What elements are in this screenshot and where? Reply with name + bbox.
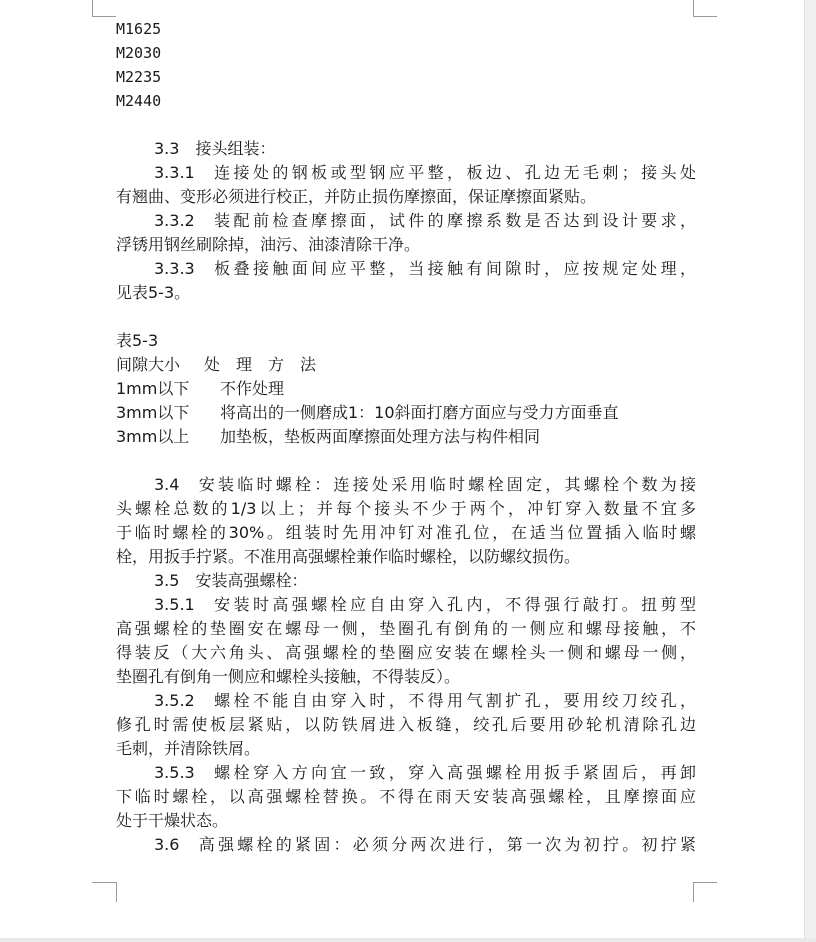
table-cell: 3mm以下: [116, 403, 190, 422]
paragraph-line: 栓，用扳手拧紧。不准用高强螺栓兼作临时螺栓，以防螺纹损伤。: [116, 547, 581, 566]
table-cell: 将高出的一侧磨成1：10斜面打磨方面应与受力方面垂直: [220, 403, 619, 422]
section-number: 3.6: [154, 835, 180, 854]
paragraph-text: 安装临时螺栓：连接处采用临时螺栓固定，其螺栓个数为接: [195, 475, 696, 494]
paragraph-line: 有翘曲、变形必须进行校正，并防止损伤摩擦面，保证摩擦面紧贴。: [116, 187, 597, 206]
section-number: 3.3.1: [154, 163, 195, 182]
paragraph-line: 得装反（大六角头、高强螺栓的垫圈应安装在螺栓头一侧和螺母一侧，: [116, 643, 696, 662]
paragraph-line: [116, 161, 696, 185]
paragraph-line: [116, 833, 696, 857]
vertical-scrollbar[interactable]: [804, 0, 816, 942]
section-heading-text: 接头组装：: [195, 139, 276, 158]
section-number: 3.3: [154, 139, 180, 158]
section-number: 3.3.3: [154, 259, 195, 278]
paragraph-line: [116, 593, 696, 617]
paragraph-line: 毛刺，并清除铁屑。: [116, 739, 261, 758]
bolt-size: M2440: [116, 92, 162, 110]
table-cell: 加垫板，垫板两面摩擦面处理方法与构件相同: [220, 427, 541, 446]
crop-mark-bottom-left: [116, 882, 117, 902]
paragraph-line: 高强螺栓的垫圈安在螺母一侧，垫圈孔有倒角的一侧应和螺母接触，不: [116, 619, 696, 638]
paragraph-text: 螺栓不能自由穿入时，不得用气割扩孔，要用绞刀绞孔，: [210, 691, 696, 710]
section-heading-3-5: [116, 569, 696, 593]
crop-mark-top-right: [693, 16, 717, 17]
section-heading-text: 安装高强螺栓：: [195, 571, 308, 590]
page-bottom-edge: [0, 938, 816, 942]
table-header-cell: 处 理 方 法: [204, 355, 317, 374]
section-number: 3.5.1: [154, 595, 195, 614]
paragraph-line: 下临时螺栓，以高强螺栓替换。不得在雨天安装高强螺栓，且摩擦面应: [116, 787, 696, 806]
paragraph-line: [116, 473, 696, 497]
paragraph-line: 于临时螺栓的30%。组装时先用冲钉对准孔位，在适当位置插入临时螺: [116, 523, 696, 542]
table-cell: 不作处理: [220, 379, 285, 398]
section-number: 3.5: [154, 571, 180, 590]
crop-mark-bottom-left: [92, 882, 116, 883]
crop-mark-top-right: [693, 0, 694, 16]
crop-mark-top-left: [92, 0, 93, 16]
table-row: [116, 377, 696, 401]
paragraph-text: 装配前检查摩擦面，试件的摩擦系数是否达到设计要求，: [210, 211, 696, 230]
paragraph-line: [116, 209, 696, 233]
section-number: 3.3.2: [154, 211, 195, 230]
crop-mark-bottom-right: [693, 882, 717, 883]
paragraph-line: [116, 689, 696, 713]
paragraph-line: 浮锈用钢丝刷除掉，油污、油漆清除干净。: [116, 235, 421, 254]
paragraph-text: 螺栓穿入方向宜一致，穿入高强螺栓用扳手紧固后，再卸: [210, 763, 696, 782]
paragraph-text: 板叠接触面间应平整，当接触有间隙时，应按规定处理，: [210, 259, 696, 278]
paragraph-line: 头螺栓总数的1/3以上；并每个接头不少于两个，冲钉穿入数量不宜多: [116, 499, 696, 518]
table-row: [116, 425, 696, 449]
paragraph-text: 安装时高强螺栓应自由穿入孔内，不得强行敲打。扭剪型: [210, 595, 696, 614]
paragraph-line: 修孔时需使板层紧贴，以防铁屑进入板缝，绞孔后要用砂轮机清除孔边: [116, 715, 696, 734]
table-cell: 3mm以上: [116, 427, 190, 446]
section-number: 3.5.3: [154, 763, 195, 782]
bolt-size: M2235: [116, 68, 162, 86]
document-body: [116, 17, 696, 857]
section-number: 3.4: [154, 475, 180, 494]
paragraph-line: [116, 761, 696, 785]
paragraph-line: 处于干燥状态。: [116, 811, 229, 830]
paragraph-line: [116, 257, 696, 281]
paragraph-text: 高强螺栓的紧固：必须分两次进行，第一次为初拧。初拧紧: [195, 835, 696, 854]
section-heading-3-3: [116, 137, 696, 161]
table-cell: 1mm以下: [116, 379, 190, 398]
table-row: [116, 401, 696, 425]
crop-mark-top-left: [92, 16, 116, 17]
table-header-cell: 间隙大小: [116, 355, 181, 374]
paragraph-text: 连接处的钢板或型钢应平整，板边、孔边无毛刺；接头处: [210, 163, 696, 182]
section-number: 3.5.2: [154, 691, 195, 710]
bolt-size: M1625: [116, 20, 162, 38]
crop-mark-bottom-right: [693, 882, 694, 902]
bolt-size: M2030: [116, 44, 162, 62]
table-header-row: [116, 353, 696, 377]
table-caption: 表5-3: [116, 331, 159, 350]
paragraph-line: 垫圈孔有倒角一侧应和螺栓头接触，不得装反）。: [116, 667, 461, 686]
paragraph-line: 见表5-3。: [116, 283, 191, 302]
